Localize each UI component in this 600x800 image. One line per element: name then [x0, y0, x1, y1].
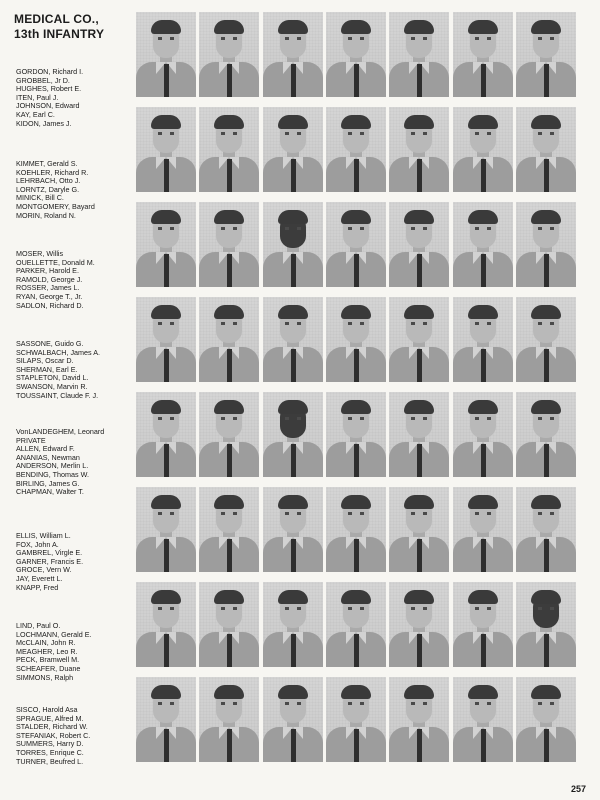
person-name: LOCHMANN, Gerald E.: [16, 630, 92, 639]
portrait-photo: [263, 677, 323, 762]
portrait-photo: [389, 297, 449, 382]
portrait-photo: [136, 677, 196, 762]
person-name: ROSSER, James L.: [16, 284, 80, 293]
portrait-photo: [453, 677, 513, 762]
person-name: SADLON, Richard D.: [16, 301, 84, 310]
portrait-photo: [516, 487, 576, 572]
portrait-photo: [199, 12, 259, 97]
name-group: [16, 428, 134, 497]
portrait-photo: [389, 677, 449, 762]
portrait-photo: [516, 107, 576, 192]
portrait-photo: [326, 297, 386, 382]
person-name: LORNTZ, Daryle G.: [16, 185, 80, 194]
portrait-photo: [263, 297, 323, 382]
name-group: [16, 706, 134, 766]
portrait-photo: [516, 12, 576, 97]
person-name: PECK, Bramwell M.: [16, 656, 80, 665]
person-name: TURNER, Beufred L.: [16, 757, 84, 766]
portrait-photo: [199, 487, 259, 572]
person-name: RYAN, George T., Jr.: [16, 292, 83, 301]
names-column: [16, 0, 134, 800]
portrait-photo: [263, 487, 323, 572]
title-line-1: MEDICAL CO.,: [14, 12, 99, 26]
person-name: GAMBREL, Virgle E.: [16, 549, 83, 558]
person-name: BIRLING, James G.: [16, 479, 80, 488]
person-name: FOX, John A.: [16, 540, 59, 549]
portrait-photo: [263, 392, 323, 477]
portrait-photo: [263, 107, 323, 192]
person-name: KOEHLER, Richard R.: [16, 168, 89, 177]
person-name: SILAPS, Oscar D.: [16, 357, 74, 366]
person-name: SWANSON, Marvin R.: [16, 382, 88, 391]
portrait-photo: [389, 202, 449, 287]
person-name: SPRAGUE, Alfred M.: [16, 714, 84, 723]
person-name: HUGHES, Robert E.: [16, 85, 82, 94]
portrait-photo: [389, 12, 449, 97]
person-name: SUMMERS, Harry D.: [16, 740, 84, 749]
person-name: MOSER, Willis: [16, 250, 64, 258]
person-name: GROBBEL, Jr D.: [16, 76, 70, 85]
person-name: ITEN, Paul J.: [16, 93, 59, 102]
portrait-photo: [389, 392, 449, 477]
person-name: JAY, Everett L.: [16, 574, 63, 583]
portrait-photo: [263, 202, 323, 287]
person-name: STEFANIAK, Robert C.: [16, 731, 91, 740]
person-name: SHERMAN, Earl E.: [16, 365, 78, 374]
person-name: ANANIAS, Newman: [16, 453, 80, 462]
person-name: ELLIS, William L.: [16, 532, 71, 540]
name-group: [16, 532, 134, 592]
portrait-photo: [516, 582, 576, 667]
portrait-photo: [516, 677, 576, 762]
person-name: PRIVATE: [16, 436, 46, 445]
person-name: MEAGHER, Leo R.: [16, 647, 78, 656]
name-group: [16, 250, 134, 310]
person-name: KIDON, James J.: [16, 119, 72, 128]
portrait-photo: [516, 202, 576, 287]
person-name: SCHEAFER, Duane: [16, 664, 81, 673]
portrait-photo: [136, 297, 196, 382]
portrait-photo: [516, 392, 576, 477]
portrait-photo: [326, 12, 386, 97]
portrait-photo: [199, 202, 259, 287]
portrait-photo: [263, 582, 323, 667]
portrait-photo: [453, 392, 513, 477]
person-name: VonLANDEGHEM, Leonard: [16, 428, 105, 436]
portrait-photo: [199, 677, 259, 762]
title-line-2: 13th INFANTRY: [14, 27, 105, 41]
person-name: GARNER, Francis E.: [16, 557, 84, 566]
person-name: STAPLETON, David L.: [16, 374, 89, 383]
portrait-photo: [389, 582, 449, 667]
person-name: MONTGOMERY, Bayard: [16, 202, 95, 211]
name-group: [16, 622, 134, 682]
portrait-photo: [199, 582, 259, 667]
name-group: [16, 160, 134, 220]
name-group: [16, 68, 134, 128]
person-name: LIND, Paul O.: [16, 622, 61, 630]
portrait-photo: [326, 487, 386, 572]
portrait-photo: [136, 487, 196, 572]
page-number: 257: [570, 784, 586, 794]
portrait-photo: [453, 107, 513, 192]
person-name: ANDERSON, Merlin L.: [16, 462, 89, 471]
person-name: GROCE, Vern W.: [16, 566, 72, 575]
portrait-photo: [516, 297, 576, 382]
portrait-grid: [136, 12, 578, 774]
person-name: McCLAIN, John R.: [16, 639, 76, 648]
person-name: RAMOLD, George J.: [16, 275, 83, 284]
person-name: LEHRBACH, Otto J.: [16, 177, 81, 186]
person-name: KIMMET, Gerald S.: [16, 160, 78, 168]
portrait-photo: [199, 107, 259, 192]
portrait-photo: [326, 582, 386, 667]
portrait-photo: [389, 107, 449, 192]
person-name: STALDER, Richard W.: [16, 723, 88, 732]
portrait-photo: [326, 107, 386, 192]
portrait-photo: [326, 202, 386, 287]
person-name: KAY, Earl C.: [16, 110, 55, 119]
person-name: SCHWALBACH, James A.: [16, 348, 101, 357]
portrait-photo: [263, 12, 323, 97]
person-name: GORDON, Richard I.: [16, 68, 84, 76]
person-name: PARKER, Harold E.: [16, 267, 79, 276]
person-name: MORIN, Roland N.: [16, 211, 76, 220]
person-name: JOHNSON, Edward: [16, 102, 80, 111]
portrait-photo: [136, 12, 196, 97]
person-name: TOUSSAINT, Claude F. J.: [16, 391, 99, 400]
portrait-photo: [199, 297, 259, 382]
person-name: SASSONE, Guido G.: [16, 340, 84, 348]
person-name: KNAPP, Fred: [16, 583, 59, 592]
portrait-photo: [136, 582, 196, 667]
portrait-photo: [326, 392, 386, 477]
person-name: CHAPMAN, Walter T.: [16, 488, 84, 497]
portrait-photo: [136, 392, 196, 477]
person-name: TORRES, Enrique C.: [16, 748, 84, 757]
person-name: SISCO, Harold Asa: [16, 706, 78, 714]
portrait-photo: [136, 202, 196, 287]
person-name: ALLEN, Edward F.: [16, 445, 75, 454]
portrait-photo: [453, 12, 513, 97]
person-name: SIMMONS, Ralph: [16, 673, 74, 682]
person-name: MINICK, Bill C.: [16, 194, 64, 203]
portrait-photo: [453, 202, 513, 287]
portrait-photo: [453, 487, 513, 572]
name-group: [16, 340, 134, 400]
portrait-photo: [136, 107, 196, 192]
portrait-photo: [199, 392, 259, 477]
portrait-photo: [453, 582, 513, 667]
portrait-photo: [326, 677, 386, 762]
portrait-photo: [389, 487, 449, 572]
person-name: OUELLETTE, Donald M.: [16, 258, 95, 267]
portrait-photo: [453, 297, 513, 382]
person-name: BENDING, Thomas W.: [16, 470, 89, 479]
